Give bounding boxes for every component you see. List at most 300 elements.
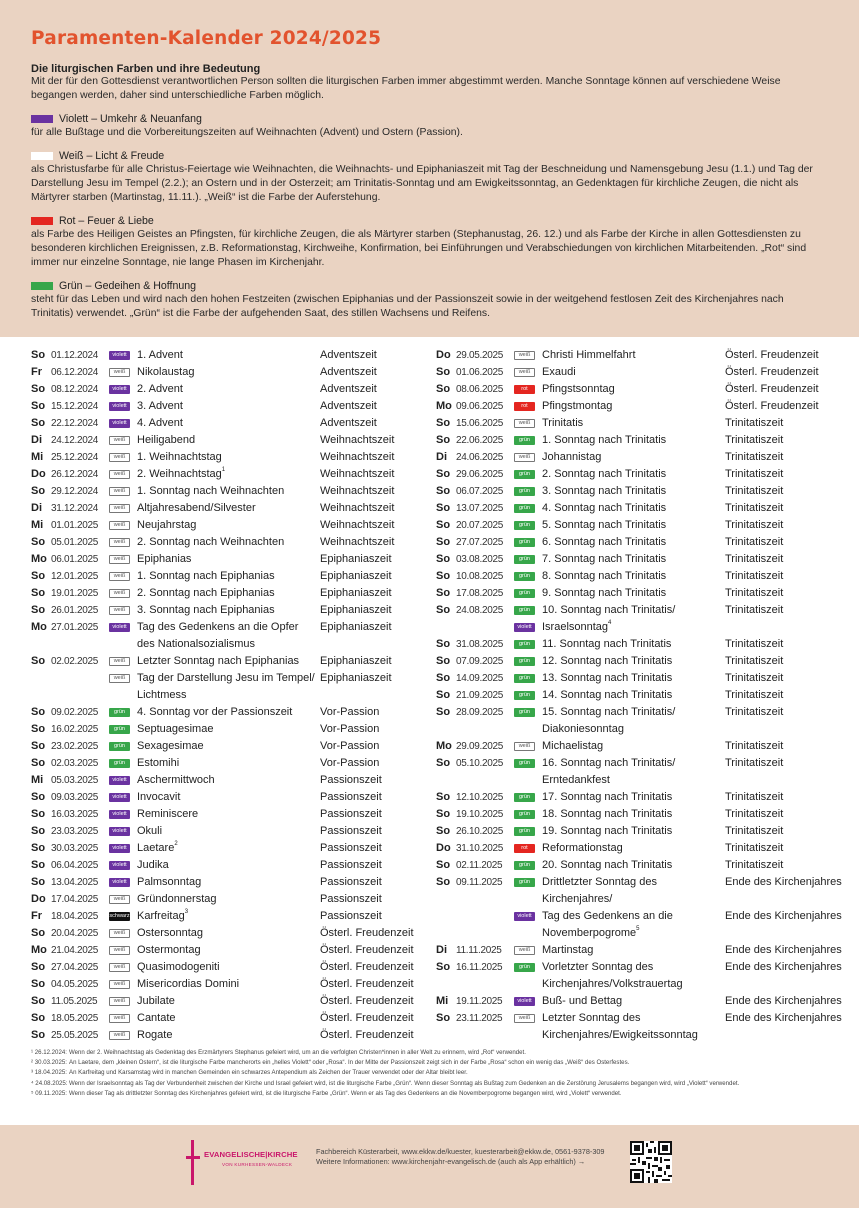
day-name [137, 721, 213, 738]
weekday: So [436, 638, 451, 650]
day-name-line: Letzter Sonntag nach Epiphanias [137, 655, 300, 667]
footnote-key: ³ 18.04.2025: [31, 1069, 67, 1077]
weekday: So [436, 757, 451, 769]
day-name-line: Martinstag [542, 944, 594, 956]
season: Trinitatiszeit [725, 808, 784, 820]
day-name [137, 585, 275, 602]
date: 29.06.2025 [456, 469, 504, 480]
calendar-row [31, 755, 426, 772]
color-badge: weiß [109, 1014, 130, 1023]
season: Epiphaniaszeit [320, 570, 392, 582]
calendar-row [436, 415, 831, 432]
weekday: Do [31, 468, 46, 480]
season: Weihnachtszeit [320, 434, 395, 446]
day-name-line: Erntedankfest [542, 774, 610, 786]
date: 06.12.2024 [51, 367, 99, 378]
day-name-line: Christi Himmelfahrt [542, 349, 636, 361]
day-name [542, 517, 666, 534]
day-name [542, 874, 657, 908]
logo-subtext: VON KURHESSEN-WALDECK [222, 1162, 293, 1167]
day-name-line: 12. Sonntag nach Trinitatis [542, 655, 673, 667]
calendar-row [436, 602, 831, 636]
day-name-line: Ostersonntag [137, 927, 204, 939]
day-name-line: Septuagesimae [137, 723, 214, 735]
color-badge: grün [514, 657, 535, 666]
season: Trinitatiszeit [725, 553, 784, 565]
color-badge: grün [514, 640, 535, 649]
calendar-row [31, 534, 426, 551]
season: Österl. Freudenzeit [320, 995, 414, 1007]
color-badge: weiß [109, 929, 130, 938]
day-name-line: Invocavit [137, 791, 181, 803]
day-name [137, 959, 220, 976]
calendar-row [31, 381, 426, 398]
calendar-column-right [436, 347, 842, 1044]
day-name-line: 1. Weihnachtstag [137, 451, 222, 463]
color-badge: weiß [109, 470, 130, 479]
date: 08.12.2024 [51, 384, 99, 395]
logo-text: EVANGELISCHE|KIRCHE [204, 1150, 298, 1159]
intro-heading: Die liturgischen Farben und ihre Bedeutung [31, 63, 261, 75]
date: 15.12.2024 [51, 401, 99, 412]
calendar-row [31, 925, 426, 942]
weekday: So [31, 536, 46, 548]
day-name-line: Novemberpogrome [542, 927, 637, 939]
calendar-row [436, 347, 831, 364]
color-badge: violett [109, 861, 130, 870]
calendar-row [31, 823, 426, 840]
season: Adventszeit [320, 383, 377, 395]
day-name-line: Altjahresabend/Silvester [137, 502, 256, 514]
date: 31.10.2025 [456, 843, 504, 854]
day-name-line: 17. Sonntag nach Trinitatis [542, 791, 673, 803]
season: Adventszeit [320, 417, 377, 429]
season: Epiphaniaszeit [320, 553, 392, 565]
footnote [31, 1089, 831, 1099]
color-badge: rot [514, 385, 535, 394]
season: Adventszeit [320, 366, 377, 378]
weekday: Mo [436, 740, 452, 752]
date: 16.03.2025 [51, 809, 99, 820]
date: 07.09.2025 [456, 656, 504, 667]
season: Vor-Passion [320, 740, 380, 752]
day-name-line: Johannistag [542, 451, 602, 463]
weekday: So [436, 689, 451, 701]
day-name-line: 1. Advent [137, 349, 183, 361]
color-label: Rot – Feuer & Liebe [59, 215, 154, 227]
calendar-row [436, 432, 831, 449]
calendar-row [31, 483, 426, 500]
calendar-row [31, 874, 426, 891]
calendar-row [31, 364, 426, 381]
color-badge: weiß [514, 1014, 535, 1023]
day-name-line: Michaelistag [542, 740, 604, 752]
color-description: als Christusfarbe für alle Christus-Feiertage wie Weihnachten, die Weihnachts- und Epiphaniaszeit mit Tag der Beschneidung und Namensgebung Jesu (1.1.) und Tag der Darstellung Jesu im Tempel (2.2.); an Ostern und in der Osterzeit; am Trinitatis-Sonntag und am Ewigkeitssonntag, an Gedenktagen für kirchliche Zeugen, die nicht als Märtyrer starben (Martinstag, 11.11.). „Weiß“ ist die Farbe der Auferstehung. [31, 164, 813, 203]
day-name [542, 602, 675, 636]
date: 22.12.2024 [51, 418, 99, 429]
calendar-row [31, 1010, 426, 1027]
footer-link[interactable]: Weitere Informationen: www.kirchenjahr-evangelisch.de (auch als App erhältlich) → [316, 1157, 586, 1166]
day-name-line: Epiphanias [137, 553, 192, 565]
color-heading [31, 112, 828, 126]
footnotes [31, 1048, 831, 1099]
day-name-line: Kirchenjahres/Ewigkeitssonntag [542, 1029, 698, 1041]
weekday: So [31, 808, 46, 820]
footnote-text: Wenn der Israelsonntag als Tag der Verbundenheit zwischen der Kirche und Israel gefeiert wird, ist die liturgische Farbe „Grün“. Wenn dieser Sonntag als Bußtag zum Gedenken an die Zerstörung Jerusalems begangen wird, wird „Violett“ verwendet. [69, 1079, 740, 1087]
footer [0, 1125, 859, 1208]
date: 22.06.2025 [456, 435, 504, 446]
season: Trinitatiszeit [725, 791, 784, 803]
day-name-line: Quasimodogeniti [137, 961, 220, 973]
calendar-row [436, 704, 831, 738]
day-name-line: 14. Sonntag nach Trinitatis [542, 689, 673, 701]
weekday: So [436, 587, 451, 599]
day-name [137, 704, 292, 721]
color-swatch [31, 115, 53, 123]
day-name-line: 2. Sonntag nach Trinitatis [542, 468, 667, 480]
weekday: So [31, 1029, 46, 1041]
day-name-line: Sexagesimae [137, 740, 204, 752]
calendar-row [31, 619, 426, 653]
season: Österl. Freudenzeit [725, 383, 819, 395]
calendar-row [31, 653, 426, 670]
date: 13.07.2025 [456, 503, 504, 514]
weekday: Do [436, 842, 451, 854]
calendar-row [31, 942, 426, 959]
color-badge: violett [109, 351, 130, 360]
color-badge: grün [514, 504, 535, 513]
calendar-row [31, 738, 426, 755]
day-name [542, 942, 593, 959]
church-logo [186, 1140, 311, 1185]
color-badge: grün [514, 793, 535, 802]
day-name-line: Exaudi [542, 366, 576, 378]
season: Ende des Kirchenjahres [725, 876, 842, 888]
day-name-line: Gründonnerstag [137, 893, 217, 905]
season: Trinitatiszeit [725, 638, 784, 650]
footnote-key: ¹ 26.12.2024: [31, 1049, 67, 1056]
date: 31.08.2025 [456, 639, 504, 650]
date: 09.11.2025 [456, 877, 503, 888]
day-name [137, 381, 183, 398]
color-badge: weiß [109, 368, 130, 377]
footnote-text: Wenn der 2. Weihnachtstag als Gedenktag des Erzmärtyrers Stephanus gefeiert wird, um an die verfolgten Christen*innen in aller Welt zu erinnern, wird „Rot“ verwendet. [69, 1049, 526, 1056]
calendar-row [31, 415, 426, 432]
weekday: So [436, 1012, 451, 1024]
color-badge: grün [514, 810, 535, 819]
calendar-column-left [31, 347, 426, 1044]
day-name [137, 568, 275, 585]
day-name-line: Vorletzter Sonntag des [542, 961, 654, 973]
weekday: So [31, 485, 46, 497]
day-name [137, 823, 162, 840]
date: 09.03.2025 [51, 792, 99, 803]
calendar-row [436, 908, 842, 942]
calendar-row [436, 687, 831, 704]
season: Trinitatiszeit [725, 587, 784, 599]
day-name [137, 993, 175, 1010]
date: 06.04.2025 [51, 860, 99, 871]
weekday: So [31, 740, 46, 752]
cross-icon [186, 1140, 200, 1185]
season: Österl. Freudenzeit [725, 400, 819, 412]
day-name-line: 3. Advent [137, 400, 183, 412]
calendar-row [436, 534, 831, 551]
season: Österl. Freudenzeit [725, 366, 819, 378]
season: Weihnachtszeit [320, 468, 395, 480]
season: Österl. Freudenzeit [320, 927, 414, 939]
calendar-row [31, 551, 426, 568]
date: 26.10.2025 [456, 826, 504, 837]
season: Weihnachtszeit [320, 502, 395, 514]
color-badge: grün [514, 487, 535, 496]
weekday: So [31, 570, 46, 582]
day-name-line: Tag des Gedenkens an die [542, 910, 673, 922]
color-badge: weiß [109, 453, 130, 462]
day-name-line: 3. Sonntag nach Trinitatis [542, 485, 667, 497]
color-badge: weiß [109, 657, 130, 666]
footnote-text: An Laetare, dem „kleinen Ostern“, ist die liturgische Farbe mancherorts ein „helles Violett“ oder „Rosa“. In der Mitte der Passionszeit zeigt sich in der Farbe „Rosa“ schon ein wenig das „Weiß“ des Osterfestes. [69, 1059, 630, 1067]
weekday: So [436, 961, 451, 973]
day-name-line: Okuli [137, 825, 163, 837]
calendar-row [436, 738, 831, 755]
calendar-row [31, 993, 426, 1010]
season: Passionszeit [320, 859, 382, 871]
date: 28.09.2025 [456, 707, 504, 718]
season: Weihnachtszeit [320, 451, 395, 463]
day-name [137, 619, 298, 653]
color-block [31, 214, 828, 270]
weekday: So [436, 604, 451, 616]
season: Österl. Freudenzeit [320, 1012, 414, 1024]
footnote-ref: 2 [174, 841, 178, 847]
day-name-line: Reformationstag [542, 842, 623, 854]
day-name-line: Ostermontag [137, 944, 201, 956]
day-name [137, 789, 180, 806]
weekday: Fr [31, 366, 42, 378]
season: Trinitatiszeit [725, 604, 784, 616]
weekday: So [31, 383, 46, 395]
color-description: steht für das Leben und wird nach den hohen Festzeiten (zwischen Epiphanias und der Passionszeit sowie in der weitgehend festlosen Zeit des Kirchenjahres nach Trinitatis) verwendet. „Grün“ ist die Farbe der aufgehenden Saat, des stillen Wachsens und Reifens. [31, 294, 784, 319]
color-badge: grün [514, 470, 535, 479]
season: Ende des Kirchenjahres [725, 961, 842, 973]
season: Vor-Passion [320, 706, 380, 718]
date: 23.02.2025 [51, 741, 99, 752]
footer-contact: Fachbereich Küsterarbeit, www.ekkw.de/kuester, kuesterarbeit@ekkw.de, 0561-9378-309 [316, 1147, 605, 1156]
day-name-line: Pfingstsonntag [542, 383, 615, 395]
weekday: So [31, 349, 46, 361]
season: Passionszeit [320, 808, 382, 820]
intro-text: Mit der für den Gottesdienst verantwortlichen Person sollten die liturgischen Farben immer abgestimmt werden. Manche Sonntage können auf verschiedene Weise begangen werden, daher sind unterschiedliche Farben möglich. [31, 76, 781, 101]
day-name [542, 789, 672, 806]
day-name [542, 415, 583, 432]
weekday: So [31, 859, 46, 871]
day-name [137, 806, 198, 823]
weekday: So [31, 978, 46, 990]
color-badge: weiß [109, 606, 130, 615]
footnote-ref: 5 [636, 926, 640, 932]
calendar-row [31, 432, 426, 449]
date: 23.11.2025 [456, 1013, 503, 1024]
season: Passionszeit [320, 791, 382, 803]
header-panel [0, 0, 859, 337]
day-name [137, 738, 204, 755]
color-badge: violett [514, 912, 535, 921]
day-name-line: Rogate [137, 1029, 173, 1041]
day-name-line: 15. Sonntag nach Trinitatis/ [542, 706, 676, 718]
calendar-row [31, 568, 426, 585]
date: 17.08.2025 [456, 588, 504, 599]
day-name-line: 2. Weihnachtstag [137, 468, 222, 480]
date: 30.03.2025 [51, 843, 99, 854]
calendar-row [31, 500, 426, 517]
weekday: So [436, 655, 451, 667]
season: Trinitatiszeit [725, 825, 784, 837]
day-name [137, 857, 169, 874]
weekday: So [436, 553, 451, 565]
weekday: Di [436, 451, 447, 463]
date: 10.08.2025 [456, 571, 504, 582]
weekday: So [436, 808, 451, 820]
day-name-line: Tag des Gedenkens an die Opfer [137, 621, 299, 633]
weekday: Do [436, 349, 451, 361]
weekday: So [31, 995, 46, 1007]
day-name-line: des Nationalsozialismus [137, 638, 255, 650]
date: 27.04.2025 [51, 962, 99, 973]
season: Trinitatiszeit [725, 706, 784, 718]
footnote-text: An Karfreitag und Karsamstag wird in manchen Gemeinden ein schwarzes Antependium als Zeichen der Trauer verwendet oder der Altar bleibt leer. [69, 1069, 468, 1077]
calendar-row [31, 347, 426, 364]
calendar-row [436, 1010, 842, 1044]
color-badge: grün [514, 963, 535, 972]
day-name [137, 1027, 172, 1044]
color-badge: schwarz [109, 913, 130, 919]
date: 02.02.2025 [51, 656, 99, 667]
day-name-line: 9. Sonntag nach Trinitatis [542, 587, 667, 599]
weekday: So [436, 366, 451, 378]
qr-code-icon[interactable] [630, 1141, 672, 1183]
color-badge: violett [109, 810, 130, 819]
footnote [31, 1048, 831, 1058]
season: Weihnachtszeit [320, 536, 395, 548]
day-name-line: 18. Sonntag nach Trinitatis [542, 808, 673, 820]
day-name-line: Buß- und Bettag [542, 995, 623, 1007]
weekday: So [436, 434, 451, 446]
date: 27.07.2025 [456, 537, 504, 548]
day-name [542, 823, 672, 840]
day-name [542, 806, 672, 823]
weekday: Mi [436, 995, 449, 1007]
day-name-line: 10. Sonntag nach Trinitatis/ [542, 604, 676, 616]
season: Passionszeit [320, 910, 382, 922]
color-badge: grün [514, 691, 535, 700]
season: Trinitatiszeit [725, 740, 784, 752]
calendar-row [31, 398, 426, 415]
date: 23.03.2025 [51, 826, 99, 837]
calendar-row [436, 755, 831, 789]
date: 06.01.2025 [51, 554, 99, 565]
date: 05.03.2025 [51, 775, 99, 786]
day-name-line: 8. Sonntag nach Trinitatis [542, 570, 667, 582]
weekday: So [31, 961, 46, 973]
color-badge: weiß [109, 436, 130, 445]
color-badge: weiß [109, 1031, 130, 1040]
season: Epiphaniaszeit [320, 587, 392, 599]
date: 02.11.2025 [456, 860, 503, 871]
day-name-line: Palmsonntag [137, 876, 202, 888]
date: 20.07.2025 [456, 520, 504, 531]
calendar-row [436, 670, 831, 687]
color-label: Weiß – Licht & Freude [59, 150, 165, 162]
weekday: Di [31, 502, 42, 514]
weekday: So [31, 400, 46, 412]
day-name-line: Kirchenjahres/ [542, 893, 613, 905]
season: Österl. Freudenzeit [320, 944, 414, 956]
day-name [137, 840, 178, 857]
season: Passionszeit [320, 825, 382, 837]
day-name [542, 551, 666, 568]
day-name-line: Misericordias Domini [137, 978, 240, 990]
weekday: Do [31, 893, 46, 905]
calendar-row [31, 806, 426, 823]
color-badge: grün [514, 572, 535, 581]
season: Österl. Freudenzeit [725, 349, 819, 361]
weekday: So [436, 536, 451, 548]
date: 25.12.2024 [51, 452, 99, 463]
day-name [137, 670, 315, 704]
season: Österl. Freudenzeit [320, 961, 414, 973]
day-name [542, 857, 672, 874]
season: Epiphaniaszeit [320, 672, 392, 684]
season: Trinitatiszeit [725, 757, 784, 769]
color-heading [31, 149, 828, 163]
calendar-row [436, 381, 831, 398]
calendar-row [31, 1027, 426, 1044]
color-badge: grün [109, 708, 130, 717]
date: 01.12.2024 [51, 350, 99, 361]
season: Ende des Kirchenjahres [725, 910, 842, 922]
season: Trinitatiszeit [725, 570, 784, 582]
weekday: So [31, 825, 46, 837]
day-name [542, 653, 672, 670]
weekday: So [436, 859, 451, 871]
calendar-row [31, 772, 426, 789]
day-name [542, 381, 615, 398]
calendar-row [31, 670, 426, 704]
date: 04.05.2025 [51, 979, 99, 990]
calendar-row [31, 517, 426, 534]
calendar-row [436, 517, 831, 534]
weekday: Fr [31, 910, 42, 922]
day-name-line: Karfreitag [137, 910, 185, 922]
season: Weihnachtszeit [320, 519, 395, 531]
calendar-row [31, 466, 426, 483]
day-name [137, 449, 222, 466]
weekday: So [31, 706, 46, 718]
date: 24.08.2025 [456, 605, 504, 616]
day-name-line: Nikolaustag [137, 366, 195, 378]
date: 29.09.2025 [456, 741, 504, 752]
day-name [542, 636, 671, 653]
calendar-row [436, 364, 831, 381]
date: 24.12.2024 [51, 435, 99, 446]
color-description: für alle Bußtage und die Vorbereitungszeiten auf Weihnachten (Advent) und Ostern (Passion). [31, 127, 463, 138]
calendar-row [436, 636, 831, 653]
weekday: So [436, 502, 451, 514]
date: 05.01.2025 [51, 537, 99, 548]
season: Ende des Kirchenjahres [725, 995, 842, 1007]
day-name-line: 2. Sonntag nach Epiphanias [137, 587, 275, 599]
